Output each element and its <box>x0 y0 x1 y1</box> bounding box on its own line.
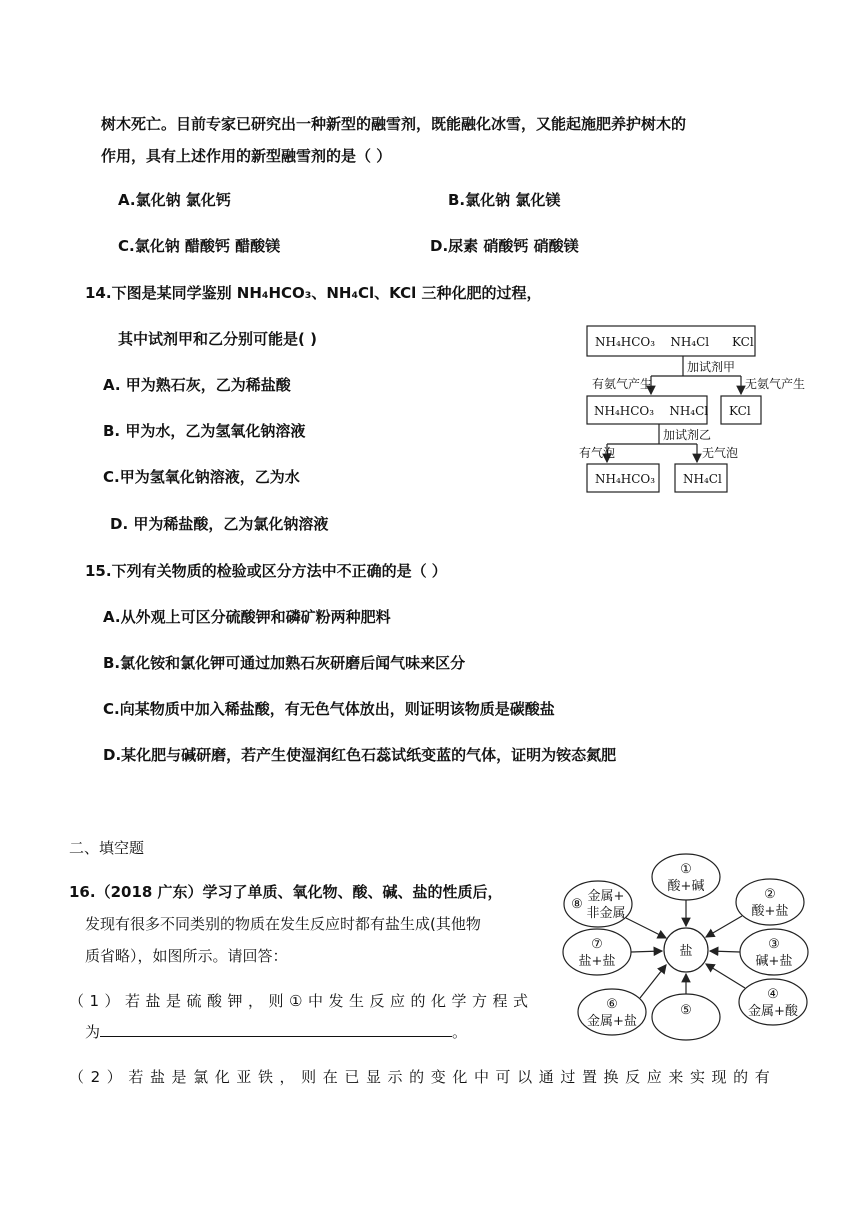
node-7-number: ⑦ <box>591 937 603 952</box>
q13-option-b: B.氯化钠 氯化镁 <box>448 191 561 209</box>
node-7-label: 盐+盐 <box>578 954 616 969</box>
q14-option-b: B. 甲为水，乙为氢氧化钠溶液 <box>103 422 306 440</box>
q14-option-a: A. 甲为熟石灰，乙为稀盐酸 <box>103 376 291 394</box>
q16-sub1-line2 <box>85 1022 467 1042</box>
flow-branch2-left: 有气泡 <box>579 446 616 460</box>
q14-stem: 14.下图是某同学鉴别 NH₄HCO₃、NH₄Cl、KCl 三种化肥的过程， <box>85 284 542 302</box>
section-title: 二、填空题 <box>69 839 145 857</box>
q13-option-a: A.氯化钠 氯化钙 <box>118 191 231 209</box>
q15-stem: 15.下列有关物质的检验或区分方法中不正确的是（ ） <box>85 562 447 580</box>
flow-branch2-right: 无气泡 <box>702 446 739 460</box>
q13-option-c: C.氯化钠 醋酸钙 醋酸镁 <box>118 237 281 255</box>
flow-start-text: NH₄HCO₃ NH₄Cl KCl <box>595 335 754 349</box>
q14-option-c: C.甲为氢氧化钠溶液，乙为水 <box>103 468 300 486</box>
node-8-number: ⑧ <box>571 897 583 912</box>
flow-mid-text: NH₄HCO₃ NH₄Cl <box>594 404 709 418</box>
q16-sub1-prefix: 为 <box>85 1023 101 1041</box>
salt-formation-diagram <box>560 852 820 1047</box>
q15-option-c: C.向某物质中加入稀盐酸，有无色气体放出，则证明该物质是碳酸盐 <box>103 700 555 718</box>
node-1-number: ① <box>680 862 692 877</box>
q16-sub1-line1: （1）若盐是硫酸钾，则①中发生反应的化学方程式 <box>69 992 534 1010</box>
flow-nh4cl-text: NH₄Cl <box>683 472 722 486</box>
flow-branch-right: 无氨气产生 <box>745 377 806 391</box>
node-8-label-b: 非金属 <box>586 906 626 921</box>
answer-blank[interactable] <box>100 1022 452 1037</box>
q16-line2: 发现有很多不同类别的物质在发生反应时都有盐生成(其他物 <box>85 915 481 933</box>
node-6-number: ⑥ <box>606 997 618 1012</box>
q16-sub2: （2）若盐是氯化亚铁，则在已显示的变化中可以通过置换反应来实现的有 <box>69 1068 777 1086</box>
flow-branch-left: 有氨气产生 <box>592 377 653 391</box>
node-8-label-a: 金属+ <box>587 889 625 904</box>
node-3-label: 碱+盐 <box>755 954 793 969</box>
flow-step2-label: 加试剂乙 <box>663 428 712 442</box>
flow-step1-label: 加试剂甲 <box>687 360 736 374</box>
q16-line3: 质省略），如图所示。请回答： <box>85 947 288 965</box>
node-4-label: 金属+酸 <box>748 1004 798 1019</box>
q13-option-d: D.尿素 硝酸钙 硝酸镁 <box>430 237 579 255</box>
node-3-number: ③ <box>768 937 780 952</box>
q15-option-b: B.氯化铵和氯化钾可通过加熟石灰研磨后闻气味来区分 <box>103 654 466 672</box>
node-2-number: ② <box>764 887 776 902</box>
q13-line2: 作用，具有上述作用的新型融雪剂的是（ ） <box>101 147 392 165</box>
q14-stem2: 其中试剂甲和乙分别可能是( ) <box>118 330 317 348</box>
flow-nh4hco3-text: NH₄HCO₃ <box>595 472 656 486</box>
q16-line1: 16.（2018 广东）学习了单质、氧化物、酸、碱、盐的性质后， <box>69 883 503 901</box>
node-5-number: ⑤ <box>680 1003 692 1018</box>
node-2-label: 酸+盐 <box>751 904 789 919</box>
q16-sub1-suffix: 。 <box>452 1023 468 1041</box>
center-label: 盐 <box>679 944 693 959</box>
q13-line1: 树木死亡。目前专家已研究出一种新型的融雪剂，既能融化冰雪，又能起施肥养护树木的 <box>101 115 687 133</box>
node-1-label: 酸+碱 <box>667 879 705 894</box>
node-4-number: ④ <box>767 987 779 1002</box>
q15-option-d: D.某化肥与碱研磨，若产生使湿润红色石蕊试纸变蓝的气体，证明为铵态氮肥 <box>103 746 617 764</box>
fertilizer-identification-flowchart <box>565 320 815 498</box>
flow-kcl-text: KCl <box>729 404 751 418</box>
q14-option-d: D. 甲为稀盐酸，乙为氯化钠溶液 <box>110 515 329 533</box>
node-6-label: 金属+盐 <box>587 1014 637 1029</box>
q15-option-a: A.从外观上可区分硫酸钾和磷矿粉两种肥料 <box>103 608 391 626</box>
